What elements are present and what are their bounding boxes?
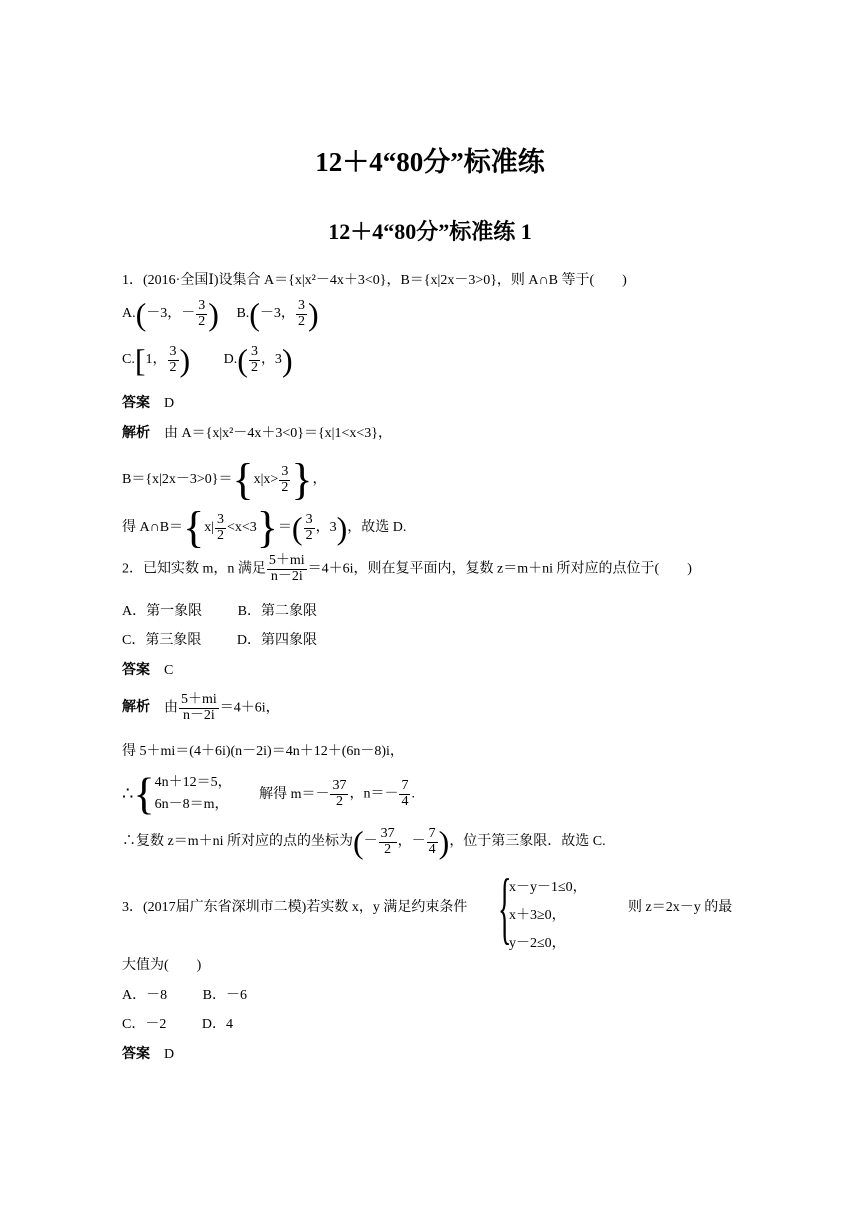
q1-option-c-num: 3 — [169, 343, 177, 359]
q3-options-ab — [122, 988, 247, 1005]
q2-conclusion-end: ，位于第三象限．故选 C. — [449, 834, 606, 850]
q2-conclusion: ∴复数 z＝m＋ni 所对应的点的坐标为(－ $\frac{37}{2}$ ，－ $\frac{7}{4}$ )，位于第三象限．故选 C. — [122, 824, 606, 860]
q1-option-a: A.(－3，－ $\frac{3}{2}$ ) — [122, 296, 219, 332]
constraint: x－y－1≤0， — [509, 880, 587, 895]
q2-answer — [122, 663, 173, 680]
q1-stem: 1．(2016·全国Ⅰ)设集合 A＝{x|x²－4x＋3<0}，B＝{x|2x－3>0}，则 A∩B 等于( ) — [122, 273, 627, 288]
constraint: y－2≤0， — [509, 936, 566, 951]
answer-label: 答案 — [122, 396, 150, 411]
q2-options-ab — [122, 604, 317, 621]
q3-option-c: C．－2 — [122, 1017, 167, 1032]
q1-option-d-label: D. — [223, 352, 238, 368]
equation: 4n＋12＝5， — [154, 775, 232, 790]
q3-option-a: A．－8 — [122, 988, 168, 1003]
frac-num: 7 — [428, 825, 436, 841]
frac-num: 37 — [332, 778, 347, 794]
q1-option-c-label: C. — [122, 352, 135, 368]
answer-value: C — [164, 663, 174, 678]
equals-sign: ＝ — [277, 520, 292, 536]
q2-option-a: A．第一象限 — [122, 604, 203, 619]
q1-analysis-line1 — [122, 426, 392, 443]
frac-den: n－2i — [182, 707, 215, 723]
q1-option-b-label: B. — [236, 306, 250, 322]
q3-answer — [122, 1047, 174, 1064]
q2-option-d: D．第四象限 — [236, 633, 317, 648]
q1-options-ab — [122, 298, 319, 330]
q2-option-b: B．第二象限 — [237, 604, 317, 619]
q2-analysis-text-b: ＝4＋6i， — [219, 700, 280, 716]
comma-minus: ，－ — [397, 834, 426, 850]
frac-num: 7 — [401, 778, 409, 794]
minus-sign: － — [363, 834, 378, 850]
q3-stem-a: 3．(2017届广东省深圳市二模)若实数 x，y 满足约束条件 — [122, 900, 468, 915]
q1-option-c: C.[1， $\frac{3}{2}$ ) — [122, 342, 191, 378]
frac-den: 2 — [217, 527, 224, 543]
q2-option-c: C．第三象限 — [122, 633, 202, 648]
frac-num: 3 — [281, 463, 289, 479]
q2-conclusion-text: ∴复数 z＝m＋ni 所对应的点的坐标为 — [122, 834, 353, 850]
q2-stem — [122, 554, 692, 584]
frac-num: 37 — [380, 825, 395, 841]
q2-solve-text-b: ，n＝－ — [349, 786, 399, 802]
q1-option-a-text: －3，－ — [146, 306, 196, 322]
q2-stem-a: 2．已知实数 m，n 满足 — [122, 561, 266, 577]
answer-label: 答案 — [122, 1047, 150, 1062]
q1-option-c-den: 2 — [169, 359, 177, 375]
q1-option-a-label: A. — [122, 306, 136, 322]
period: . — [411, 786, 415, 802]
q1-analysis-interval: ，3 — [315, 520, 337, 536]
frac-num: 5＋mi — [181, 692, 217, 707]
q2-stem-b: ＝4＋6i，则在复平面内，复数 z＝m＋ni 所对应的点位于( ) — [307, 561, 692, 577]
frac-den: 2 — [305, 527, 313, 543]
frac-num: 3 — [217, 511, 224, 527]
q3-options-cd — [122, 1017, 233, 1034]
q2-analysis-system: ∴{ 4n＋12＝5， 6n－8＝m， 解得 m＝－ $\frac{37}{2}$ ，n＝－ $\frac{7}{4}$ . — [122, 769, 415, 819]
q2-analysis-text: 由 — [164, 700, 178, 716]
q3-option-d: D．4 — [201, 1017, 233, 1032]
q1-analysis-conclusion: ，故选 D. — [347, 520, 407, 536]
q1-analysis-text: 由 A＝{x|x²－4x＋3<0}＝{x|1<x<3}， — [164, 426, 392, 441]
q1-option-d-text: ，3 — [260, 352, 282, 368]
q3-option-b: B．－6 — [202, 988, 247, 1003]
q3-stem-c: 大值为( ) — [122, 958, 202, 973]
answer-value: D — [164, 1047, 175, 1062]
page-title: 12＋4“80分”标准练 — [315, 147, 545, 177]
therefore-symbol: ∴ — [122, 783, 134, 804]
frac-den: 4 — [428, 841, 436, 857]
q1-option-b-text: －3， — [259, 306, 295, 322]
q2-frac-den: n－2i — [270, 568, 303, 584]
q2-solve-text: 解得 m＝－ — [259, 786, 330, 802]
q2-options-cd — [122, 633, 317, 650]
analysis-label: 解析 — [122, 700, 150, 716]
q1-option-d-num: 3 — [250, 343, 258, 359]
q1-analysis-line3: 得 A∩B＝{x| $\frac{3}{2}$ <x<3}＝( $\frac{3}{2}$ ，3)，故选 D. — [122, 503, 407, 552]
q1-analysis-condition: x|x> — [253, 472, 279, 488]
q1-options-cd — [122, 344, 293, 376]
section-title: 12＋4“80分”标准练 1 — [328, 219, 532, 244]
answer-value: D — [164, 396, 175, 411]
q1-option-a-num: 3 — [198, 297, 206, 313]
q1-analysis-line2: B＝{x|2x－3>0}＝{x|x> $\frac{3}{2}$ }， — [122, 455, 327, 504]
q1-option-a-den: 2 — [198, 313, 206, 329]
q1-option-d-den: 2 — [250, 359, 258, 375]
q2-analysis-line2: 得 5＋mi＝(4＋6i)(n－2i)＝4n＋12＋(6n－8)i， — [122, 744, 404, 759]
q1-analysis-set-b: B＝{x|2x－3>0}＝ — [122, 472, 233, 488]
q1-option-b: B.(－3， $\frac{3}{2}$ ) — [236, 296, 319, 332]
frac-den: 2 — [384, 841, 392, 857]
q1-option-b-num: 3 — [297, 297, 305, 313]
analysis-label: 解析 — [122, 426, 150, 441]
q1-option-d: D.( $\frac{3}{2}$ ，3) — [223, 342, 293, 378]
q1-answer — [122, 396, 174, 413]
q2-analysis-line1 — [122, 693, 280, 723]
frac-den: 2 — [281, 479, 289, 495]
q2-frac-num: 5＋mi — [268, 553, 305, 568]
answer-label: 答案 — [122, 663, 150, 678]
q2-equation-system — [155, 772, 232, 817]
q1-option-c-text: 1， — [145, 352, 167, 368]
q3-constraint-system — [509, 874, 587, 958]
constraint: x＋3≥0， — [509, 908, 566, 923]
frac-den: 2 — [335, 793, 343, 809]
q1-analysis-range: <x<3 — [227, 520, 257, 536]
q1-option-b-den: 2 — [297, 313, 305, 329]
frac-num: 3 — [305, 511, 313, 527]
q1-analysis-intersection: 得 A∩B＝ — [122, 520, 184, 536]
q3-brace: { — [498, 864, 512, 952]
equation: 6n－8＝m， — [154, 797, 229, 813]
frac-den: 4 — [401, 793, 409, 809]
q3-stem-b: 则 z＝2x－y 的最 — [628, 900, 733, 915]
